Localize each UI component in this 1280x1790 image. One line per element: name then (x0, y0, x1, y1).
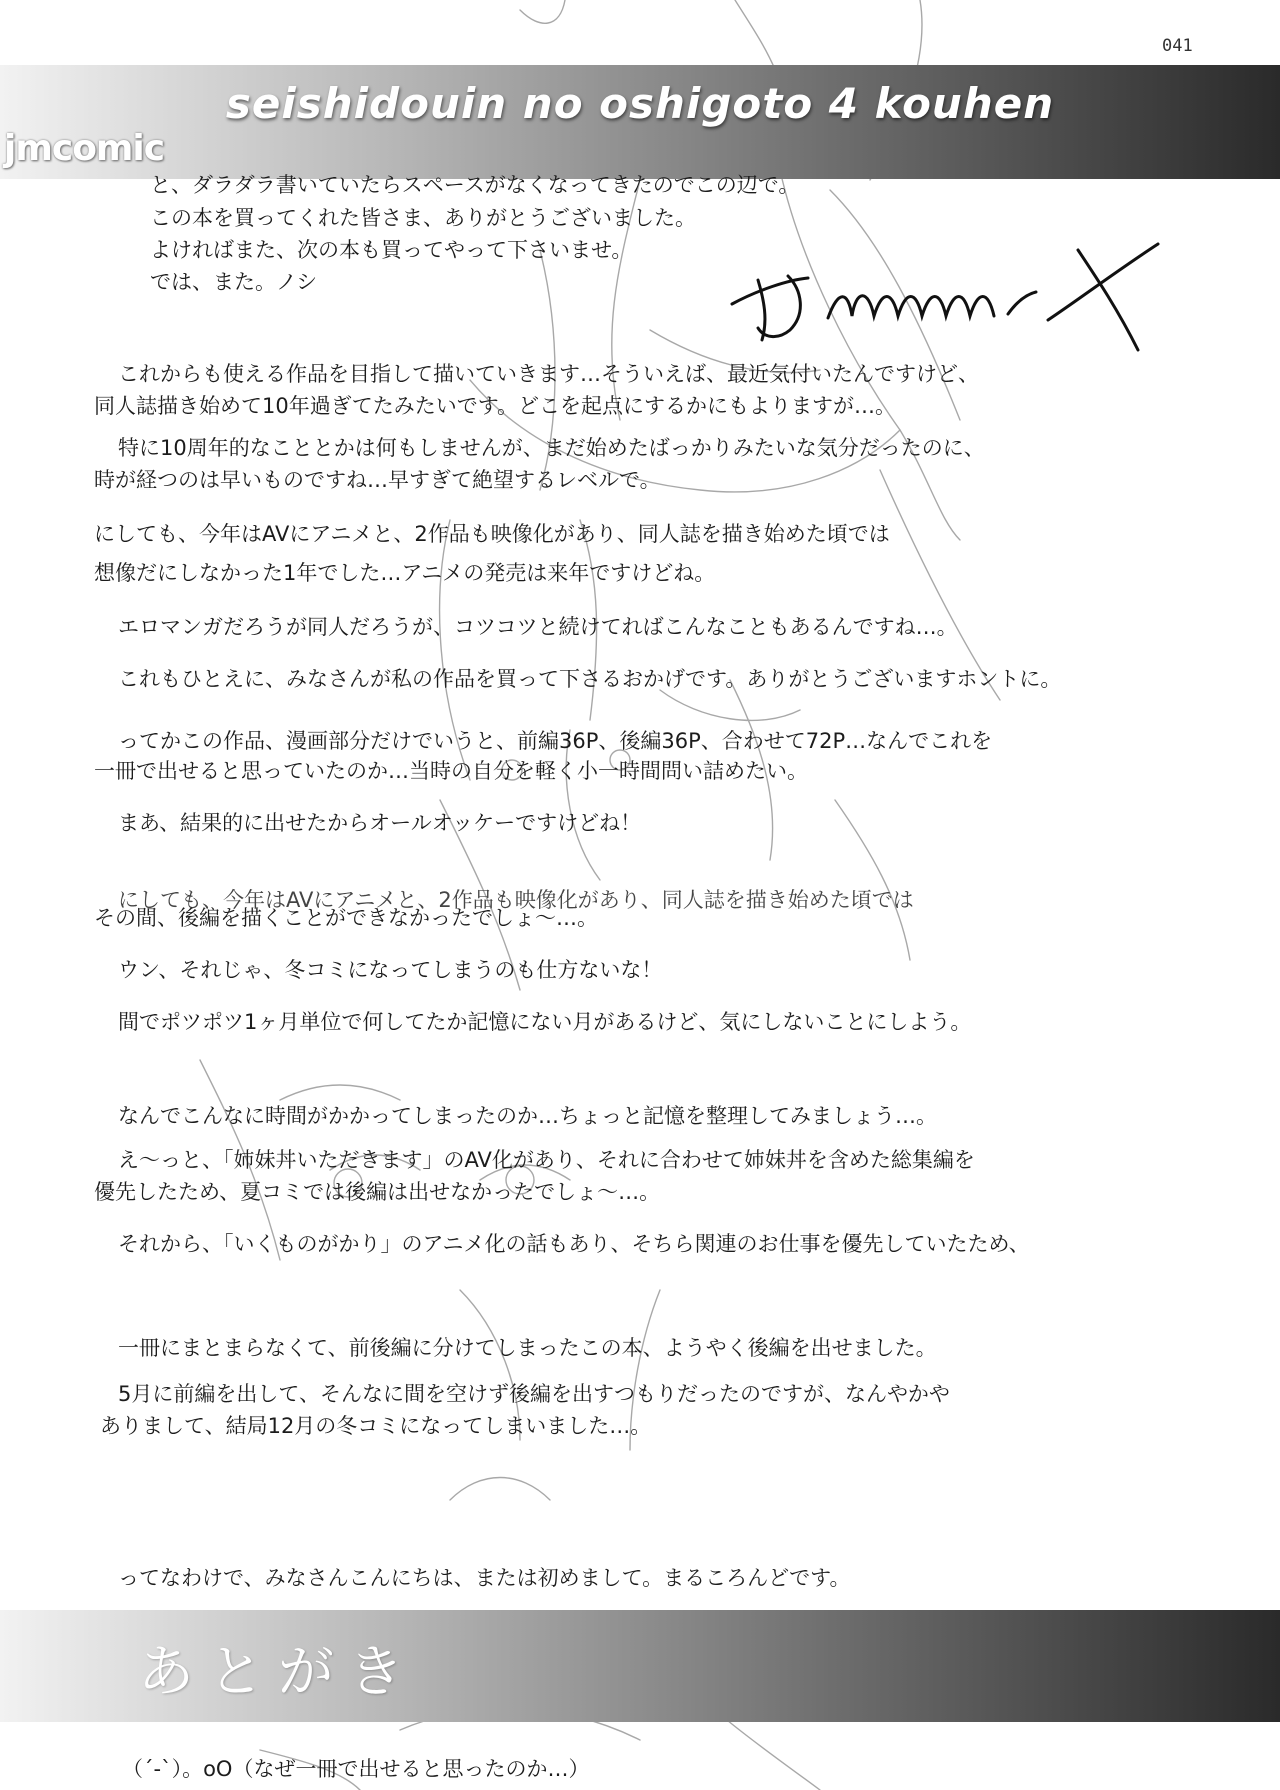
afterword-banner (0, 1610, 1280, 1722)
text-line: これもひとえに、みなさんが私の作品を買って下さるおかげです。ありがとうございますホントに。 (118, 667, 1062, 691)
closing-emote-line: （´-`）。oO（なぜ一冊で出せると思ったのか…） (122, 1757, 590, 1781)
text-line: では、また。ノシ (150, 270, 318, 294)
text-line: 5月に前編を出して、そんなに間を空けず後編を出すつもりだったのですが、なんやかや (118, 1382, 950, 1406)
author-signature (718, 230, 1178, 370)
text-line: 優先したため、夏コミでは後編は出せなかったでしょ〜…。 (94, 1180, 661, 1204)
page-number: 041 (1162, 36, 1193, 56)
text-line: 時が経つのは早いものですね…早すぎて絶望するレベルで。 (94, 468, 661, 492)
text-line: その間、後編を描くことができなかったでしょ〜…。 (94, 906, 598, 930)
title-banner (0, 65, 1280, 179)
text-line: 特に10周年的なこととかは何もしませんが、まだ始めたばっかりみたいな気分だったのに、 (118, 436, 985, 460)
text-line: え〜っと、「姉妹丼いただきます」のAV化があり、それに合わせて姉妹丼を含めた総集編を (118, 1148, 975, 1172)
text-line: と、ダラダラ書いていたらスペースがなくなってきたのでこの辺で。 (150, 173, 800, 197)
text-line: よければまた、次の本も買ってやって下さいませ。 (150, 238, 633, 262)
text-line: 同人誌描き始めて10年過ぎてたみたいです。どこを起点にするかにもよりますが…。 (94, 394, 897, 418)
text-line: にしても、今年はAVにアニメと、2作品も映像化があり、同人誌を描き始めた頃では (118, 888, 914, 912)
text-line: これからも使える作品を目指して描いていきます…そういえば、最近気付いたんですけど、 (118, 362, 979, 386)
text-line: 想像だにしなかった1年でした…アニメの発売は来年ですけどね。 (94, 561, 716, 585)
text-line: なんでこんなに時間がかかってしまったのか…ちょっと記憶を整理してみましょう…。 (118, 1104, 937, 1128)
text-line: ありまして、結局12月の冬コミになってしまいました…。 (100, 1414, 652, 1438)
text-line: この本を買ってくれた皆さま、ありがとうございました。 (150, 206, 696, 230)
text-line: ってかこの作品、漫画部分だけでいうと、前編36P、後編36P、合わせて72P…なんでこれを (118, 729, 993, 753)
afterword-heading: あとがき (138, 1640, 418, 1705)
series-title: seishidouin no oshigoto 4 kouhen (225, 79, 1055, 128)
text-line: ウン、それじゃ、冬コミになってしまうのも仕方ないな！ (118, 958, 663, 982)
text-line: ってなわけで、みなさんこんにちは、または初めまして。まるころんどです。 (118, 1566, 851, 1590)
text-line: 間でポツポツ1ヶ月単位で何してたか記憶にない月があるけど、気にしないことにしよう。 (118, 1010, 972, 1034)
text-line: エロマンガだろうが同人だろうが、コツコツと続けてればこんなこともあるんですね…。 (118, 615, 958, 639)
watermark-logo: jmcomic (4, 128, 165, 169)
text-line: にしても、今年はAVにアニメと、2作品も映像化があり、同人誌を描き始めた頃では (94, 522, 890, 546)
text-line: それから、「いくものがかり」のアニメ化の話もあり、そちら関連のお仕事を優先していたため、 (118, 1232, 1030, 1256)
text-line: 一冊で出せると思っていたのか…当時の自分を軽く小一時間問い詰めたい。 (94, 759, 808, 783)
text-line: まあ、結果的に出せたからオールオッケーですけどね！ (118, 811, 642, 835)
text-line: 一冊にまとまらなくて、前後編に分けてしまったこの本、ようやく後編を出せました。 (118, 1336, 937, 1360)
